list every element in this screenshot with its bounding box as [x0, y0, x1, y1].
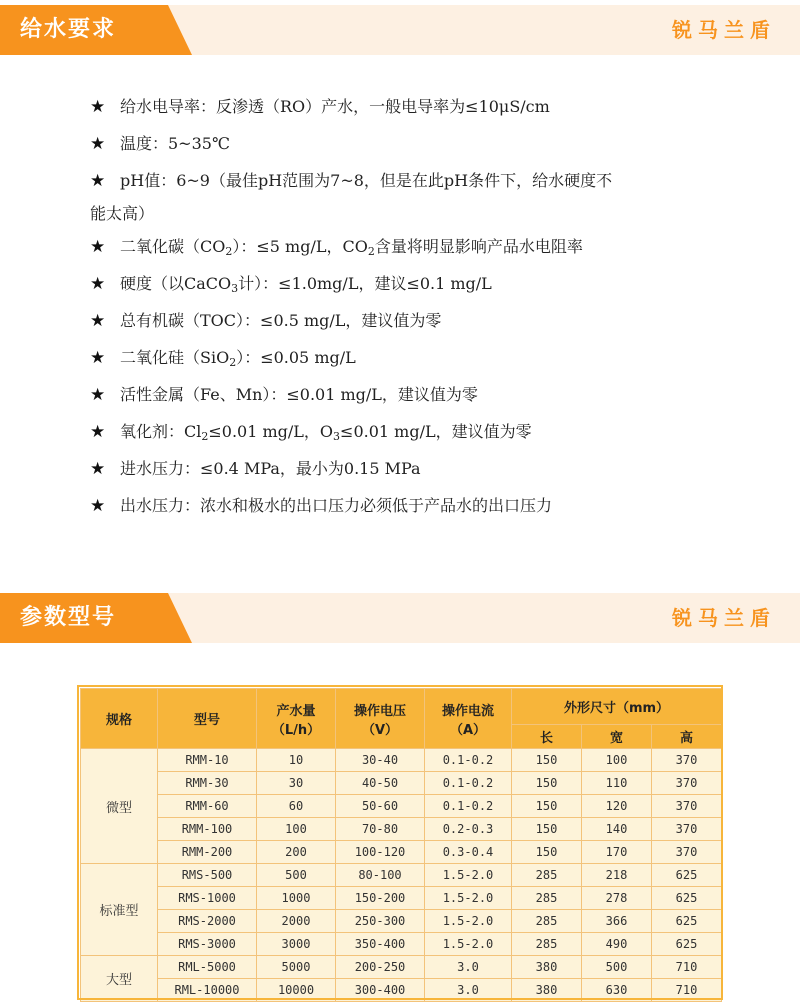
table-cell: 0.3-0.4 [425, 841, 512, 864]
table-cell: 3000 [257, 933, 336, 956]
requirement-item [90, 495, 750, 517]
table-row [81, 841, 722, 864]
requirement-item [90, 310, 750, 332]
requirement-text: 计）：≤1.0mg/L，建议≤0.1 mg/L [238, 274, 492, 293]
star-icon: ★ [90, 134, 106, 154]
requirement-text: 硬度（以CaCO [120, 274, 232, 293]
table-cell: 0.2-0.3 [425, 818, 512, 841]
requirement-text: 出水压力：浓水和极水的出口压力必须低于产品水的出口压力 [120, 496, 553, 515]
brand-name: 锐马兰盾 [672, 606, 776, 630]
table-cell: 10 [257, 749, 336, 772]
requirement-text: 氧化剂：Cl [120, 422, 202, 441]
subscript: 3 [231, 282, 239, 295]
requirement-item [90, 96, 750, 118]
requirement-text: 二氧化碳（CO [120, 237, 226, 256]
table-cell: 2000 [257, 910, 336, 933]
requirement-text: ）：≤5 mg/L，CO [232, 237, 368, 256]
table-cell: 150 [512, 841, 582, 864]
requirement-text: 含量将明显影响产品水电阻率 [374, 237, 583, 256]
table-cell: RMM-200 [158, 841, 257, 864]
subscript: 2 [229, 356, 237, 369]
brand-name: 锐马兰盾 [672, 18, 776, 42]
header-length: 长 [512, 725, 582, 749]
table-cell: RMS-500 [158, 864, 257, 887]
category-cell: 大型 [81, 956, 158, 1002]
table-cell: 30 [257, 772, 336, 795]
table-cell: 625 [651, 933, 721, 956]
table-cell: 490 [581, 933, 651, 956]
table-cell: 1.5-2.0 [425, 933, 512, 956]
table-cell: 370 [651, 749, 721, 772]
table-cell: 200-250 [336, 956, 425, 979]
requirement-text-continued: 能太高） [90, 204, 155, 223]
star-icon: ★ [90, 237, 106, 257]
table-cell: 285 [512, 910, 582, 933]
table-cell: 625 [651, 887, 721, 910]
subscript: 2 [367, 245, 375, 258]
table-cell: 70-80 [336, 818, 425, 841]
table-row [81, 818, 722, 841]
requirement-item [90, 421, 750, 443]
table-cell: 150 [512, 749, 582, 772]
star-icon: ★ [90, 422, 106, 442]
table-row [81, 910, 722, 933]
table-cell: 625 [651, 910, 721, 933]
header-height: 高 [651, 725, 721, 749]
table-cell: 60 [257, 795, 336, 818]
table-row [81, 979, 722, 1002]
header-current: 操作电流 （A） [425, 689, 512, 749]
header-width: 宽 [581, 725, 651, 749]
table-cell: 5000 [257, 956, 336, 979]
table-row [81, 795, 722, 818]
requirement-text: 温度：5~35℃ [120, 134, 230, 153]
star-icon: ★ [90, 97, 106, 117]
table-cell: 100 [581, 749, 651, 772]
table-cell: 170 [581, 841, 651, 864]
spec-table [80, 688, 722, 1002]
table-cell: 50-60 [336, 795, 425, 818]
table-cell: 100 [257, 818, 336, 841]
star-icon: ★ [90, 459, 106, 479]
star-icon: ★ [90, 311, 106, 331]
requirement-text: ）：≤0.05 mg/L [236, 348, 356, 367]
requirement-text: ≤0.01 mg/L，O [208, 422, 334, 441]
table-cell: RMM-60 [158, 795, 257, 818]
table-row [81, 864, 722, 887]
requirements-list [90, 96, 750, 532]
requirement-item [90, 347, 750, 369]
table-cell: 100-120 [336, 841, 425, 864]
category-cell: 微型 [81, 749, 158, 864]
table-cell: 1.5-2.0 [425, 887, 512, 910]
table-cell: 370 [651, 818, 721, 841]
table-cell: 40-50 [336, 772, 425, 795]
table-cell: 500 [581, 956, 651, 979]
table-cell: RMM-10 [158, 749, 257, 772]
table-cell: 150 [512, 818, 582, 841]
star-icon: ★ [90, 171, 106, 191]
header-dimensions: 外形尺寸（mm） [512, 689, 722, 725]
table-cell: 370 [651, 841, 721, 864]
table-cell: 3.0 [425, 956, 512, 979]
table-cell: RML-10000 [158, 979, 257, 1002]
table-cell: 30-40 [336, 749, 425, 772]
header-model: 型号 [158, 689, 257, 749]
table-cell: 625 [651, 864, 721, 887]
table-cell: 285 [512, 887, 582, 910]
table-cell: 200 [257, 841, 336, 864]
requirement-text: 给水电导率：反渗透（RO）产水，一般电导率为≤10μS/cm [120, 97, 550, 116]
section-header-water-requirements [0, 5, 800, 55]
table-cell: 0.1-0.2 [425, 795, 512, 818]
table-cell: 500 [257, 864, 336, 887]
requirement-item [90, 384, 750, 406]
requirement-text: 二氧化硅（SiO [120, 348, 230, 367]
table-cell: 630 [581, 979, 651, 1002]
requirement-item [90, 170, 750, 225]
table-cell: RMM-100 [158, 818, 257, 841]
star-icon: ★ [90, 274, 106, 294]
table-cell: 710 [651, 979, 721, 1002]
requirement-item [90, 133, 750, 155]
star-icon: ★ [90, 496, 106, 516]
header-spec: 规格 [81, 689, 158, 749]
table-cell: 710 [651, 956, 721, 979]
table-cell: 80-100 [336, 864, 425, 887]
table-cell: 0.1-0.2 [425, 749, 512, 772]
table-cell: 3.0 [425, 979, 512, 1002]
table-cell: RML-5000 [158, 956, 257, 979]
requirement-text: ≤0.01 mg/L，建议值为零 [340, 422, 532, 441]
category-cell: 标准型 [81, 864, 158, 956]
section-header-parameters [0, 593, 800, 643]
table-cell: RMM-30 [158, 772, 257, 795]
star-icon: ★ [90, 385, 106, 405]
requirement-item [90, 458, 750, 480]
requirement-text: pH值：6~9（最佳pH范围为7~8，但是在此pH条件下，给水硬度不 [120, 171, 613, 190]
table-cell: 0.1-0.2 [425, 772, 512, 795]
table-row [81, 887, 722, 910]
table-cell: RMS-2000 [158, 910, 257, 933]
requirement-text: 总有机碳（TOC）：≤0.5 mg/L，建议值为零 [120, 311, 442, 330]
table-row [81, 933, 722, 956]
table-cell: 1000 [257, 887, 336, 910]
section-title: 给水要求 [20, 17, 117, 42]
requirement-item [90, 273, 750, 295]
table-cell: 10000 [257, 979, 336, 1002]
table-cell: 250-300 [336, 910, 425, 933]
table-cell: 366 [581, 910, 651, 933]
subscript: 2 [201, 430, 209, 443]
requirement-text: 活性金属（Fe、Mn）：≤0.01 mg/L，建议值为零 [120, 385, 478, 404]
section-title: 参数型号 [20, 605, 117, 630]
table-cell: 278 [581, 887, 651, 910]
requirement-text: 进水压力：≤0.4 MPa，最小为0.15 MPa [120, 459, 421, 478]
table-cell: 1.5-2.0 [425, 910, 512, 933]
subscript: 2 [225, 245, 233, 258]
table-cell: 350-400 [336, 933, 425, 956]
table-cell: 370 [651, 772, 721, 795]
header-output: 产水量 （L/h） [257, 689, 336, 749]
table-cell: 150 [512, 795, 582, 818]
table-cell: 380 [512, 979, 582, 1002]
table-cell: 150-200 [336, 887, 425, 910]
table-row [81, 772, 722, 795]
table-cell: 1.5-2.0 [425, 864, 512, 887]
table-cell: 218 [581, 864, 651, 887]
table-cell: RMS-1000 [158, 887, 257, 910]
table-cell: 120 [581, 795, 651, 818]
table-row [81, 956, 722, 979]
requirement-item [90, 236, 750, 258]
table-cell: 285 [512, 933, 582, 956]
star-icon: ★ [90, 348, 106, 368]
header-voltage: 操作电压 （V） [336, 689, 425, 749]
table-cell: 150 [512, 772, 582, 795]
table-cell: 380 [512, 956, 582, 979]
table-cell: 110 [581, 772, 651, 795]
table-cell: 140 [581, 818, 651, 841]
table-cell: RMS-3000 [158, 933, 257, 956]
table-row [81, 749, 722, 772]
subscript: 3 [333, 430, 341, 443]
table-cell: 370 [651, 795, 721, 818]
table-cell: 300-400 [336, 979, 425, 1002]
table-cell: 285 [512, 864, 582, 887]
